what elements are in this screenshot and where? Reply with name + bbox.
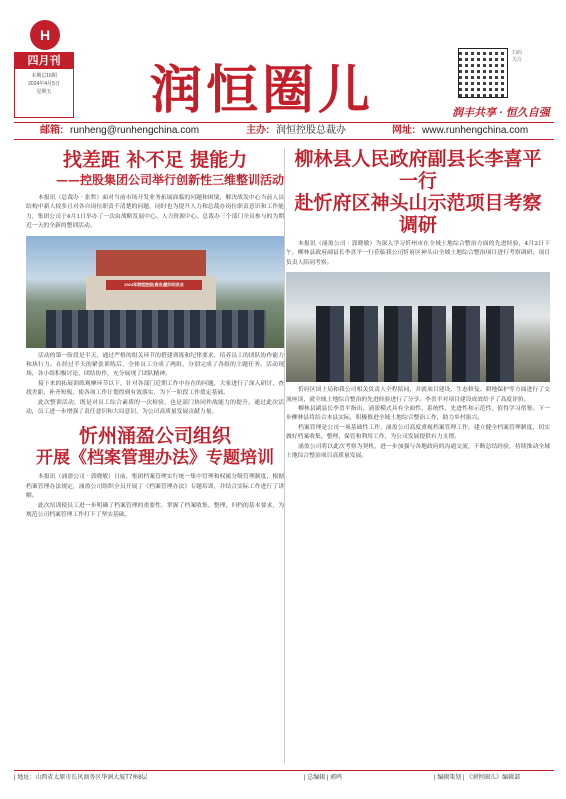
company-logo: H — [30, 20, 60, 50]
article3-paragraph: 本报讯（涌盈公司 · 郭晓敏）为深入学习忻州市在全域土地综合整治方面的先进经验，4月2日下午，柳林县政府副县长李喜平一行莅临我公司忻府区神头山全域土地综合整治项目进行考察调研，项目负责人陪同考察。 — [286, 241, 550, 266]
article3-paragraph: 档案管理是公司一项基础性工作，涌盈公司高度重视档案管理工作，建立健全档案管理制度，切实做好档案收集、整理、保管和利用工作，为公司发展提供有力支撑。 — [286, 424, 550, 441]
email-link[interactable]: runheng@runhengchina.com — [70, 125, 200, 136]
article1-paragraph: 接下来的拓展训练观摩环节以下，针对各部门近期工作中存在的问题，大家进行了深入研讨，查找差距、补齐短板，使各项工作计划得到有效落实，为下一阶段工作奠定基础。 — [26, 380, 284, 397]
left-column — [26, 148, 284, 521]
masthead-title: 润恒圈儿 — [150, 60, 375, 121]
article1-paragraph: 本报讯（总裁办 · 张哲）面对当前市场开发业务拓展面临的问题和困境，解决战发中心当前人员结构中新人较多且对各自岗位职责不清楚的问题，同时也为提升人力和总裁办岗位职责意识和工作能力，集团公司于4月1日举办了一次由战略发展中心、人力资源中心、总裁办三个部门全员参与的为期近一天的全新的整训活动。 — [26, 195, 284, 230]
article3-paragraph: 柳林县副县长李喜平指出，涌盈模式具有全面性、系统性、先进性和示范性，值得学习借鉴。下一步柳林县将结合本县实际，积极推进全域土地综合整治工作，助力乡村振兴。 — [286, 406, 550, 422]
group-people — [46, 310, 266, 348]
article2-paragraph: 此次培训使员工进一步明确了档案管理的重要性，掌握了档案收集、整理、归档的基本要求，为规范公司档案管理工作打下了坚实基础。 — [26, 502, 284, 519]
article1-subhead: ——控股集团公司举行创新性三维整训活动 — [55, 173, 284, 187]
site-label: 网址: — [392, 125, 416, 136]
article3-photo — [286, 272, 550, 382]
site-link[interactable]: www.runhengchina.com — [422, 125, 529, 136]
contact-bar — [14, 122, 554, 140]
article3-paragraph: 忻府区国土局和我公司相关负责人全程陪同，并就项目建设、生态修复、耕地保护等方面进行了交流座谈，就全域土地综合整治的先进经验进行了分享。李喜平对项目建设成效给予了高度评价。 — [286, 387, 550, 403]
article1-headline: 找差距 补不足 提能力 — [62, 149, 248, 171]
issue-info-box — [14, 52, 74, 118]
article2-headline-b: 开展《档案管理办法》专题培训 — [36, 448, 274, 469]
footer-design: | 编辑策划 | 《润恒圈儿》编辑部 — [434, 775, 521, 781]
article1-paragraph: 活动的第一阶段是半天，通过严格的组关环节的搭建训练和纪律要求，培养员工的团队协作能力和执行力。在经过半天的紧张训练后，全体员工分成了两组，分别完成了各组的主题任务。活动现场，各小组积极讨论、团结协作，充分展现了团队精神。 — [26, 352, 284, 378]
issue-weekday: 星期五 — [36, 89, 52, 95]
article2-headline: 忻州涌盈公司组织 — [78, 425, 231, 448]
right-column — [286, 148, 550, 461]
email-label: 邮箱: — [40, 125, 64, 136]
qr-code-icon — [458, 48, 508, 98]
article3-paragraph: 涌盈公司将以此次考察为契机，进一步加强与各地政府的沟通交流，不断总结经验，持续推动全域土地综合整治项目高质量发展。 — [286, 443, 550, 460]
group-people — [316, 306, 516, 382]
qr-caption: 扫码关注 — [512, 50, 523, 63]
issue-meta — [15, 72, 73, 96]
issue-date: 2024年4月5日 — [28, 81, 60, 87]
slogan: 润丰共享 · 恒久自强 — [452, 107, 550, 119]
article3-headline-b: 赴忻府区神头山示范项目考察调研 — [294, 192, 542, 236]
host-label: 主办: — [246, 125, 270, 136]
column-divider — [284, 148, 285, 764]
building-roof — [96, 250, 206, 278]
photo-banner: 2024年润恒控股(商业)整训动员会 — [106, 280, 202, 290]
footer — [14, 770, 554, 784]
issue-number: 本期总16期 — [31, 73, 57, 79]
issue-title: 四月刊 — [15, 53, 73, 69]
header — [0, 0, 566, 122]
article1-paragraph: 此次整训活动，既是对员工综合素质的一次检验，也是部门协同作战能力的提升。通过此次活动，员工进一步增强了责任意识和大局意识，为公司高质量发展贡献力量。 — [26, 399, 284, 416]
footer-address: | 地址：山西省太原市长风商务区华润大厦T7座8层 — [14, 775, 148, 781]
article3-headline: 柳林县人民政府副县长李喜平一行 — [294, 148, 542, 192]
host-name: 润恒控股总裁办 — [276, 125, 346, 136]
article2-paragraph: 本报讯（涌盈公司 · 郭晓敏）日前，集团档案管理实行统一集中管理和权属分级管理制度，根据档案管理办法规定，涌盈公司组织全员开展了《档案管理办法》专题培训，并结合实际工作进行了讲解。 — [26, 474, 284, 500]
article1-photo — [26, 236, 284, 348]
footer-editor: | 总编辑 | 郭鸣 — [304, 775, 343, 781]
